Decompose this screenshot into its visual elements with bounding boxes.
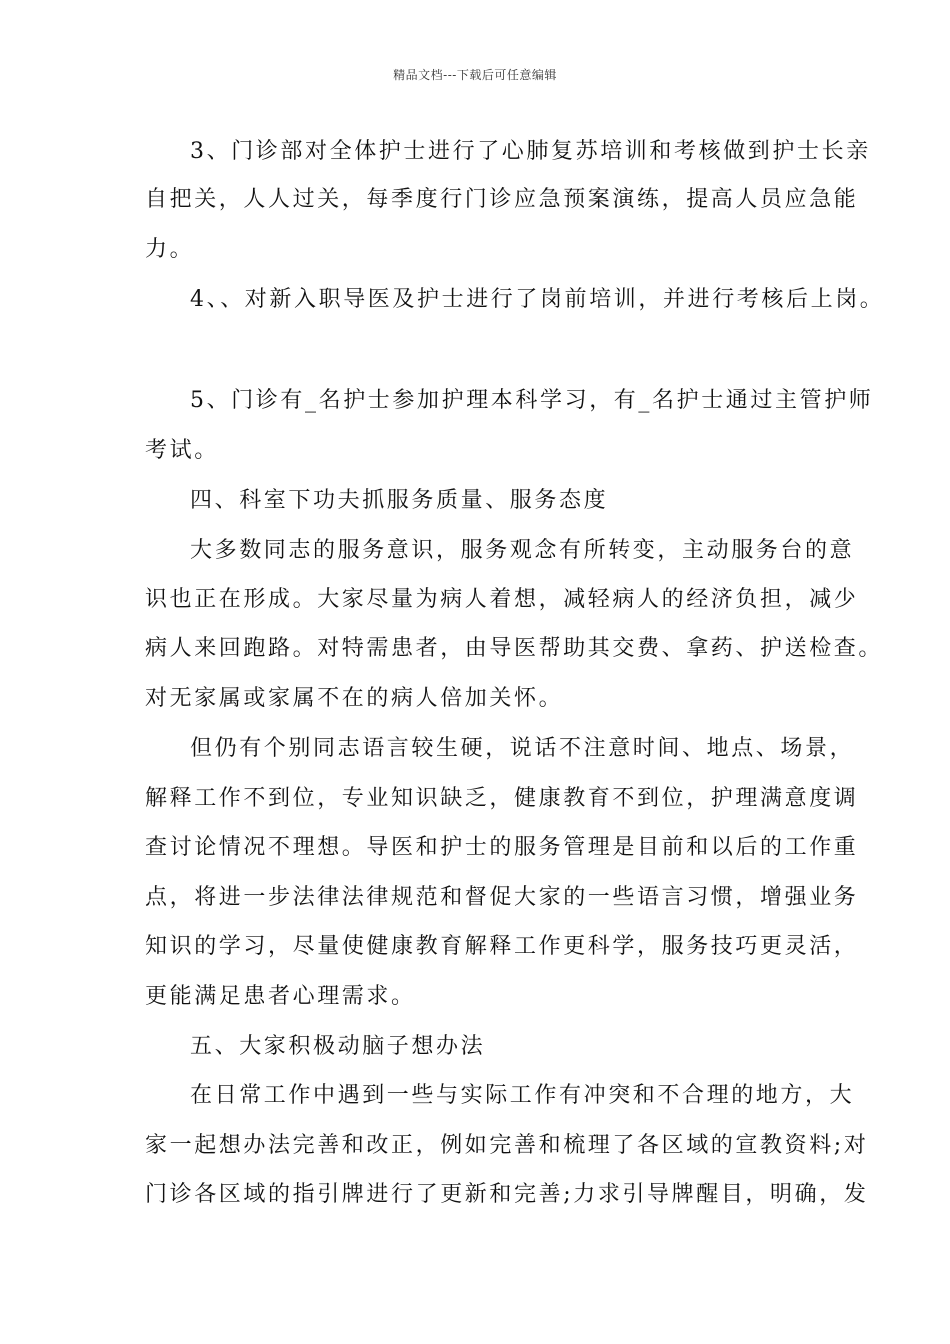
paragraph-line: 大多数同志的服务意识，服务观念有所转变，主动服务台的意: [190, 538, 855, 563]
section-heading: 五、大家积极动脑子想办法: [190, 1034, 486, 1059]
paragraph-line: 力。: [145, 237, 195, 262]
paragraph-line: 识也正在形成。大家尽量为病人着想，减轻病人的经济负担，减少: [145, 587, 859, 612]
paragraph-line: 病人来回跑路。对特需患者，由导医帮助其交费、拿药、护送检查。: [145, 636, 884, 661]
page-header: 精品文档---下载后可任意编辑: [393, 68, 557, 82]
paragraph-line: 更能满足患者心理需求。: [145, 984, 416, 1009]
paragraph-line: 解释工作不到位，专业知识缺乏，健康教育不到位，护理满意度调: [145, 786, 859, 811]
paragraph-line: 家一起想办法完善和改正，例如完善和梳理了各区域的宣教资料;对: [145, 1133, 869, 1158]
paragraph-line: 5、门诊有_名护士参加护理本科学习，有_名护士通过主管护师: [190, 388, 874, 413]
paragraph-line: 对无家属或家属不在的病人倍加关怀。: [145, 686, 564, 711]
paragraph-line: 在日常工作中遇到一些与实际工作有冲突和不合理的地方，大: [190, 1083, 855, 1108]
paragraph-line: 但仍有个别同志语言较生硬，说话不注意时间、地点、场景，: [190, 736, 855, 761]
paragraph-line: 门诊各区域的指引牌进行了更新和完善;力求引导牌醒目，明确，发: [145, 1182, 869, 1207]
section-heading: 四、科室下功夫抓服务质量、服务态度: [190, 488, 609, 513]
paragraph-line: 点，将进一步法律法律规范和督促大家的一些语言习惯，增强业务: [145, 885, 859, 910]
paragraph-line: 自把关，人人过关，每季度行门诊应急预案演练，提高人员应急能: [145, 187, 859, 212]
paragraph-line: 考试。: [145, 438, 219, 463]
paragraph-line: 4、、对新入职导医及护士进行了岗前培训，并进行考核后上岗。: [190, 287, 885, 312]
paragraph-line: 知识的学习，尽量使健康教育解释工作更科学，服务技巧更灵活，: [145, 934, 859, 959]
paragraph-line: 查讨论情况不理想。导医和护士的服务管理是目前和以后的工作重: [145, 835, 859, 860]
paragraph-line: 3、门诊部对全体护士进行了心肺复苏培训和考核做到护士长亲: [190, 139, 871, 164]
